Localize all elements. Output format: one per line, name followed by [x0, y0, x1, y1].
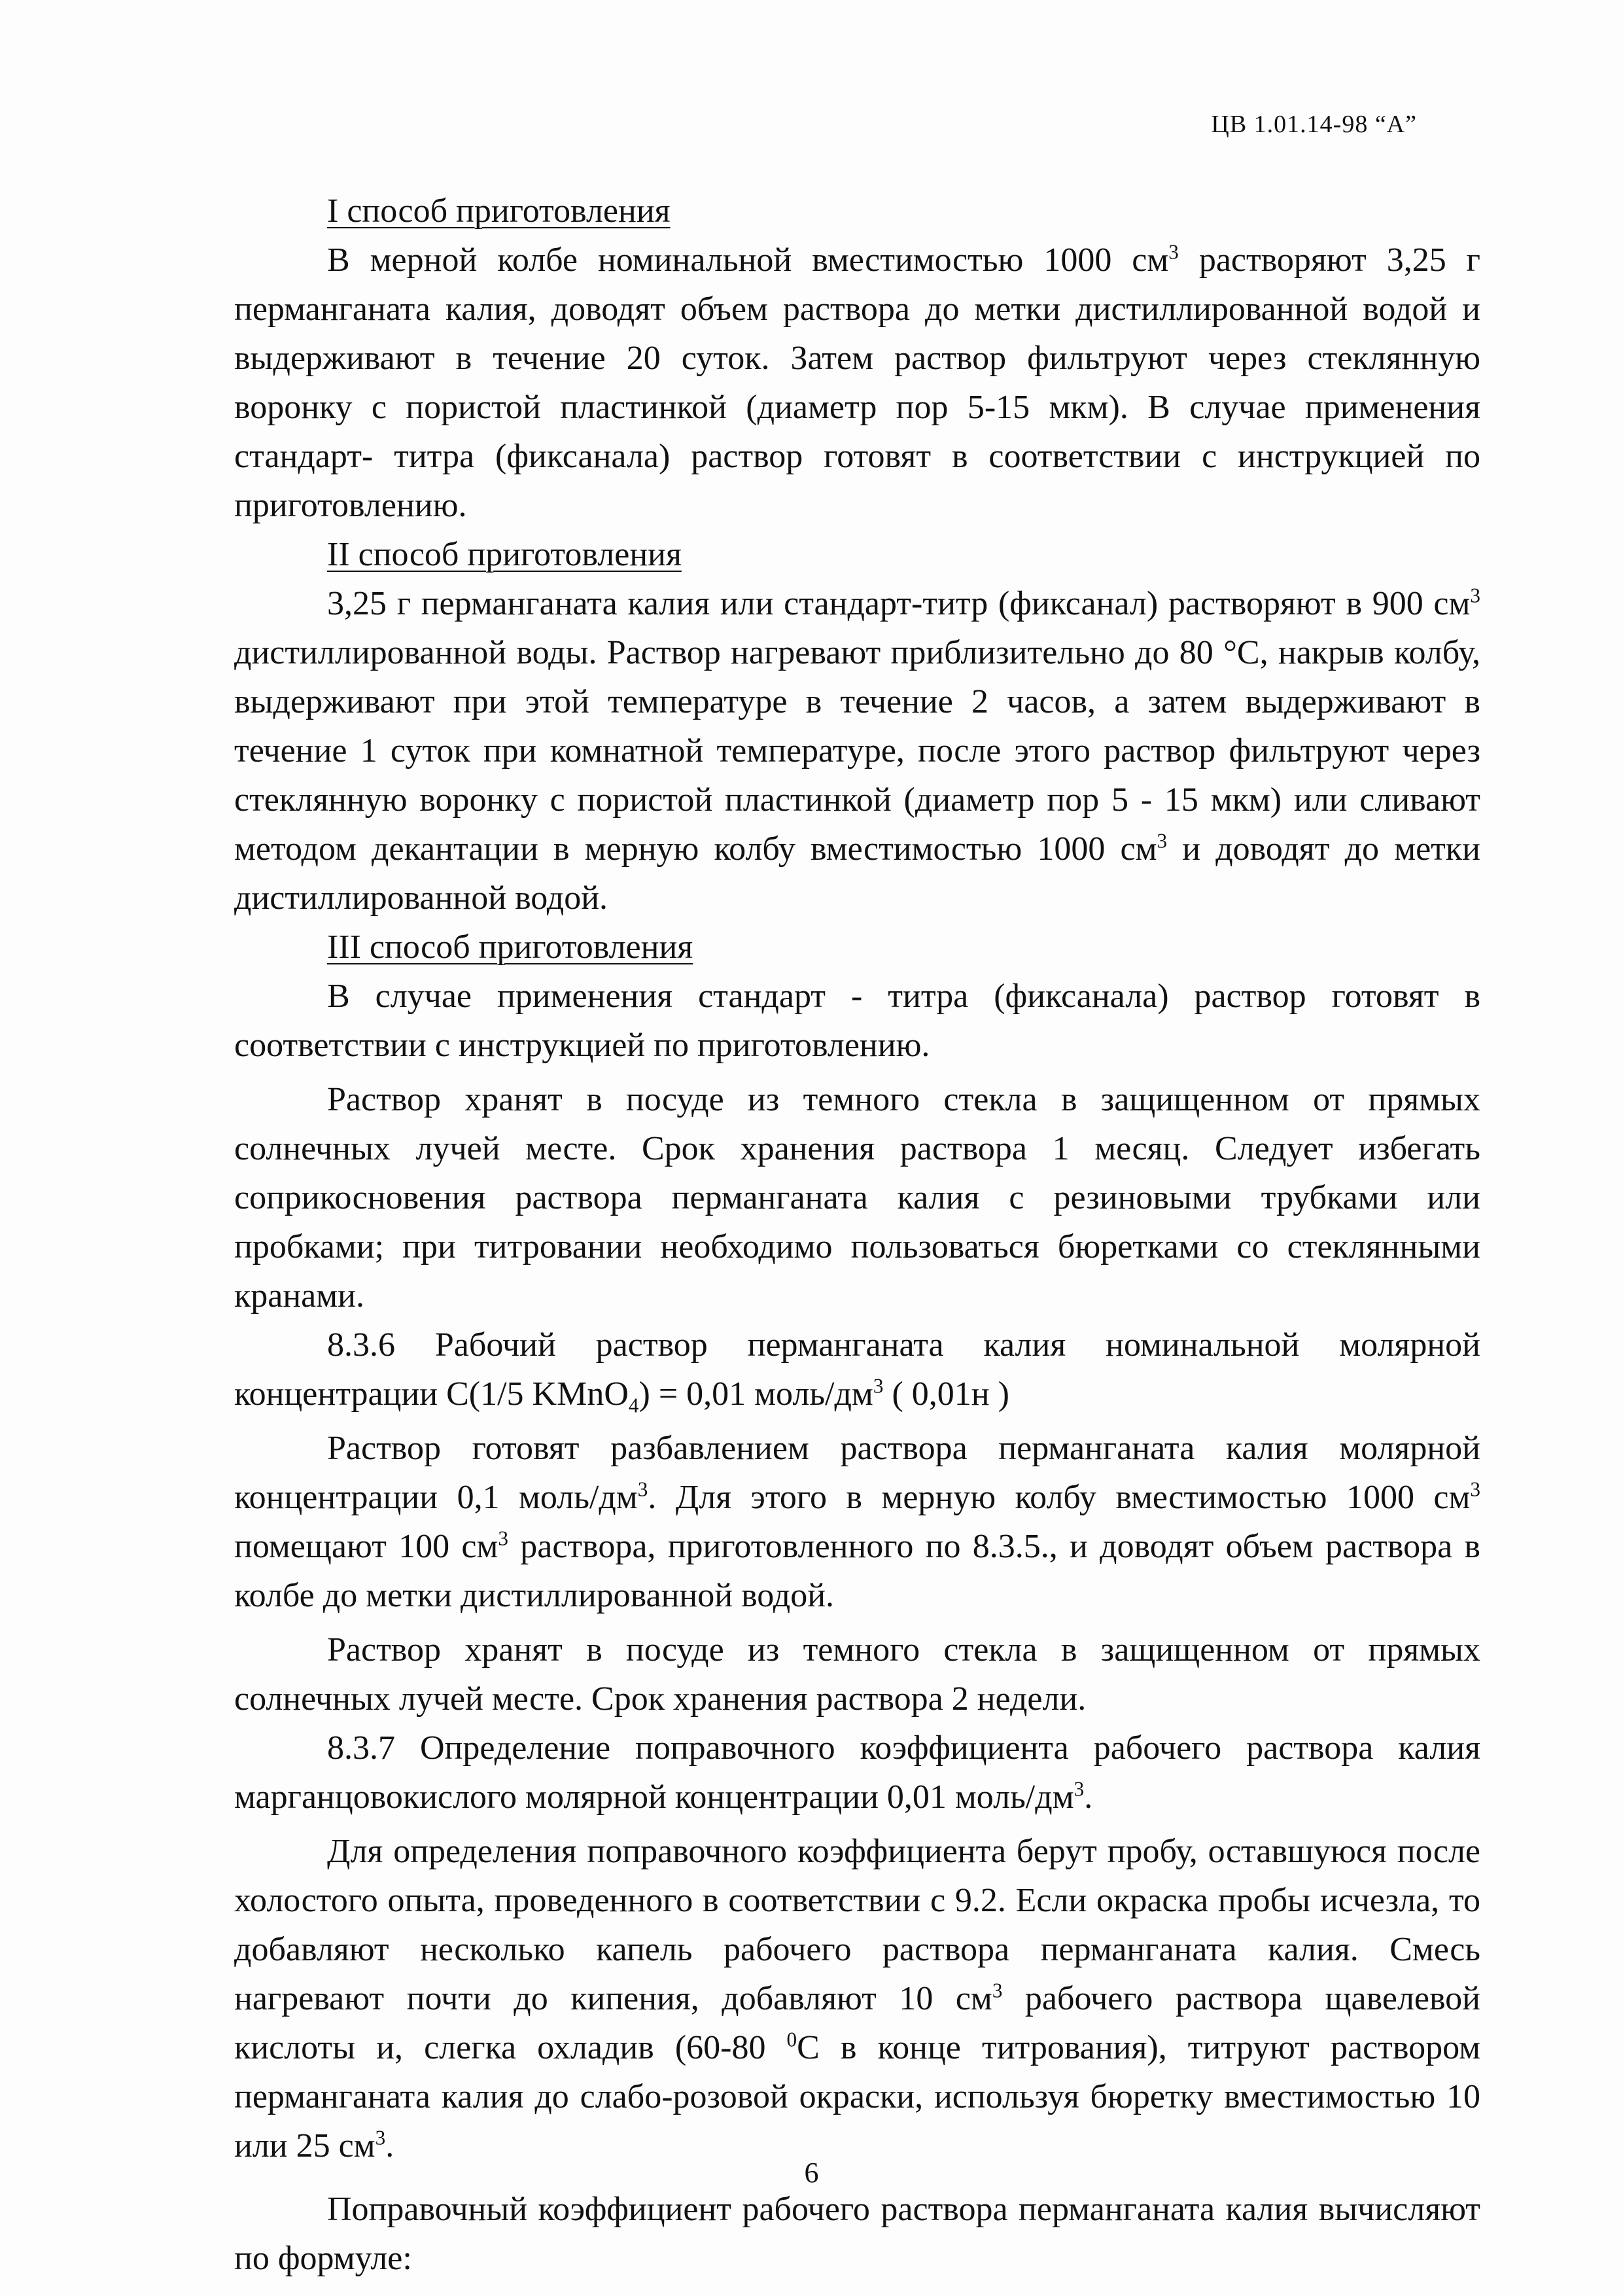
document-body	[234, 186, 1480, 2283]
paragraph: 8.3.7 Определение поправочного коэффициента рабочего раствора калия марганцовокислого молярной концентрации 0,01 моль/$дм^3$.	[234, 1729, 1480, 1816]
paragraph: 8.3.6 Рабочий раствор перманганата калия номинальной молярной концентрации С(1/5 KMnO$_4$) = 0,01 моль/$дм^3$ ( 0,01н )	[234, 1326, 1480, 1417]
paragraph: В мерной колбе номинальной вместимостью 1000 $см^3$ растворяют 3,25 г перманганата калия, доводят объем раствора до метки дистиллированной водой и выдерживают в течение 20 суток. Затем раствор фильтруют через стеклянную воронку с пористой пластинкой (диаметр пор 5-15 мкм). В случае применения стандарт- титра (фиксанала) раствор готовят в соответствии с инструкцией по приготовлению.	[234, 240, 1480, 524]
document-code: ЦВ 1.01.14-98 “А”	[1211, 111, 1417, 138]
paragraph: 3,25 г перманганата калия или стандарт-титр (фиксанал) растворяют в 900 $см^3$ дистиллированной воды. Раствор нагревают приблизительно до 80 °С, накрыв колбу, выдерживают при этой температуре в течение 2 часов, а затем выдерживают в течение 1 суток при комнатной температуре, после этого раствор фильтруют через стеклянную воронку с пористой пластинкой (диаметр пор 5 - 15 мкм) или сливают методом декантации в мерную колбу вместимостью 1000 $см^3$ и доводят до метки дистиллированной водой.	[234, 584, 1481, 917]
section-heading: III способ приготовления	[327, 928, 693, 966]
page-number: 6	[804, 2157, 819, 2189]
section-heading: II способ приготовления	[327, 536, 682, 573]
paragraph: Для определения поправочного коэффициента берут пробу, оставшуюся после холостого опыта, проведенного в соответствии с 9.2. Если окраска пробы исчезла, то добавляют несколько капель рабочего раствора перманганата калия. Смесь нагревают почти до кипения, добавляют 10 $см^3$ рабочего раствора щавелевой кислоты и, слегка охладив (60-80 $^0$С в конце титрования), титруют раствором перманганата калия до слабо-розовой окраски, используя бюретку вместимостью 10 или 25 $см^3$.	[234, 1833, 1480, 2164]
paragraph: Раствор готовят разбавлением раствора перманганата калия молярной концентрации 0,1 моль/$дм^3$. Для этого в мерную колбу вместимостью 1000 $см^3$ помещают 100 $см^3$ раствора, приготовленного по 8.3.5., и доводят объем раствора в колбе до метки дистиллированной водой.	[234, 1430, 1480, 1614]
paragraph: В случае применения стандарт - титра (фиксанала) раствор готовят в соответствии с инструкцией по приготовлению.	[234, 978, 1480, 1064]
section-heading: I способ приготовления	[327, 192, 671, 230]
paragraph: Поправочный коэффициент рабочего раствора перманганата калия вычисляют по формуле:	[234, 2191, 1480, 2277]
paragraph: Раствор хранят в посуде из темного стекла в защищенном от прямых солнечных лучей месте. Срок хранения раствора 2 недели.	[234, 1631, 1480, 1718]
paragraph: Раствор хранят в посуде из темного стекла в защищенном от прямых солнечных лучей месте. Срок хранения раствора 1 месяц. Следует избегать соприкосновения раствора перманганата калия с резиновыми трубками или пробками; при титровании необходимо пользоваться бюретками со стеклянными кранами.	[234, 1081, 1480, 1315]
